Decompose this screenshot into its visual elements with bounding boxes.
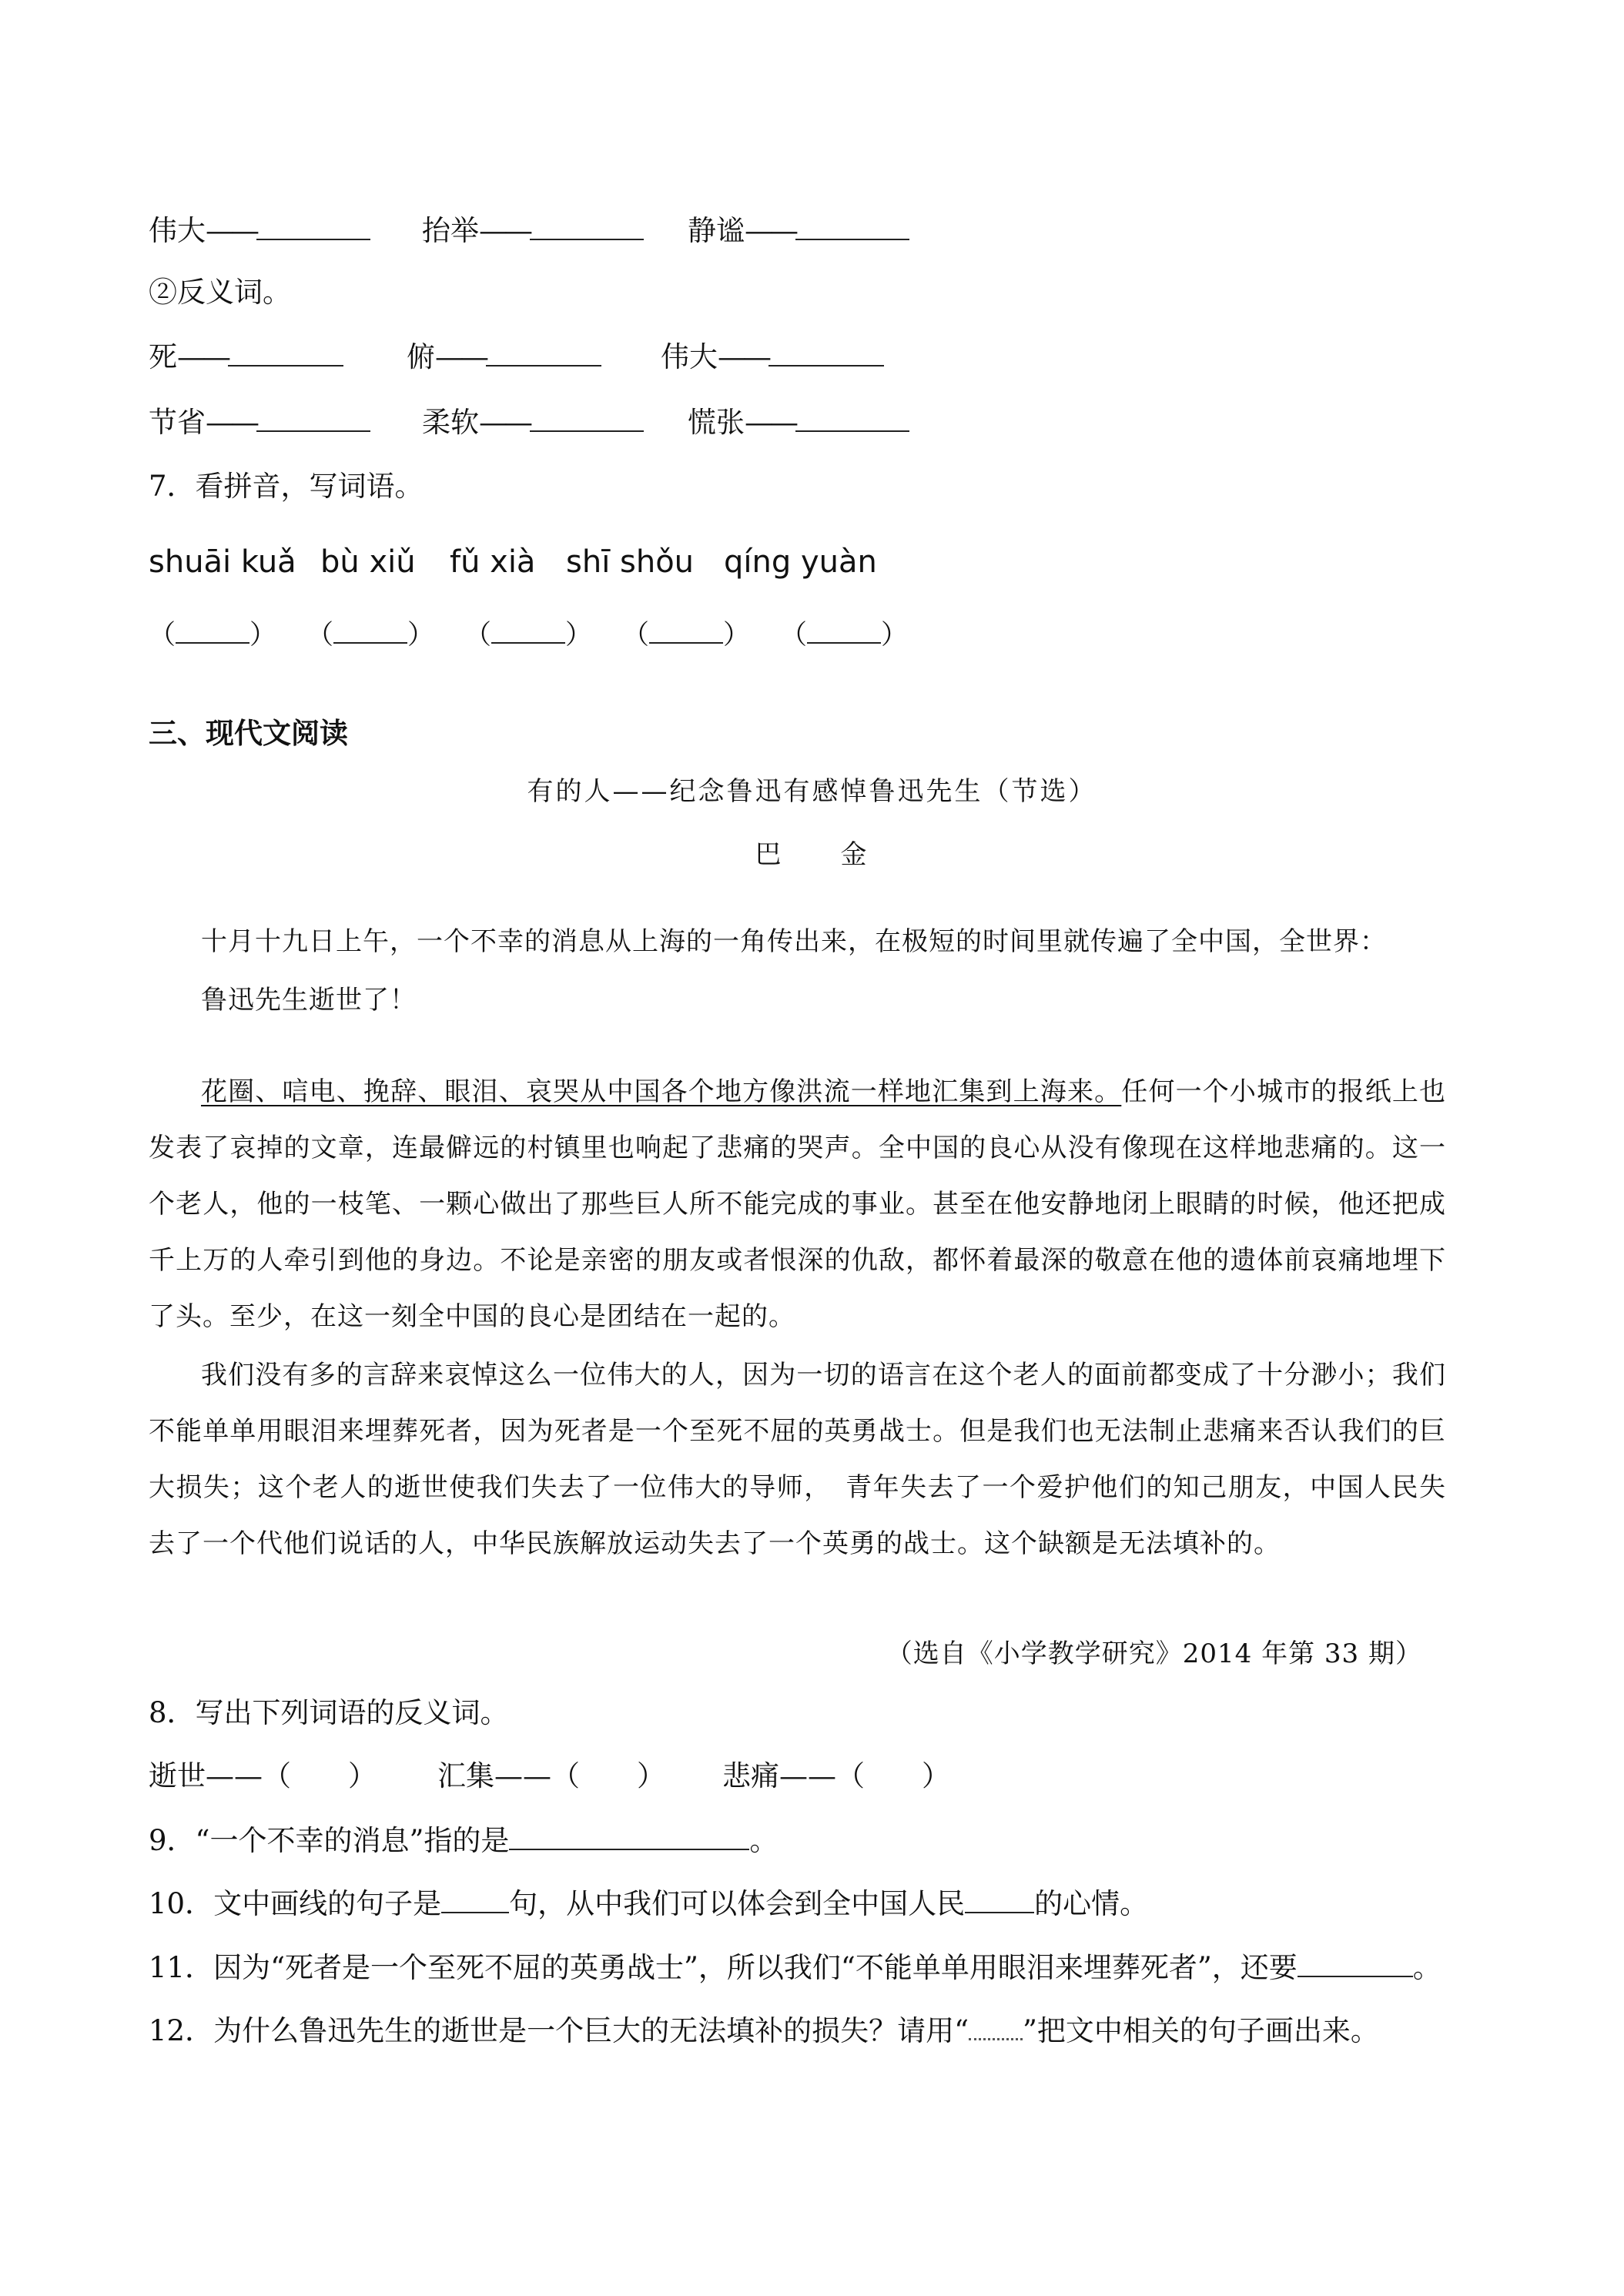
antonym-item: 慌张—— xyxy=(688,403,909,442)
answer-blank[interactable] xyxy=(795,403,909,432)
antonym-item: 伟大—— xyxy=(661,337,884,377)
pinyin-answer-box[interactable]: （ ） xyxy=(464,620,593,651)
answer-blank[interactable] xyxy=(530,211,644,240)
question-8-prompt: 8．写出下列词语的反义词。 xyxy=(149,1696,509,1729)
antonym-answer-item[interactable]: 悲痛——（ ） xyxy=(722,1759,950,1792)
answer-blank[interactable] xyxy=(530,403,644,432)
pinyin-item: shuāi kuǎ xyxy=(149,544,296,580)
underlined-sentence: 花圈、唁电、挽辞、眼泪、哀哭从中国各个地方像洪流一样地汇集到上海来。 xyxy=(201,1076,1122,1107)
antonym-item: 柔软—— xyxy=(422,403,644,442)
article-paragraph: 我们没有多的言辞来哀悼这么一位伟大的人，因为一切的语言在这个老人的面前都变成了十分渺小；我们不能单单用眼泪来埋葬死者，因为死者是一个至死不屈的英勇战士。但是我们也无法制止悲痛来否认我们的巨大损失；这个老人的逝世使我们失去了一位伟大的导师， 青年失去了一个爱护他们的知己朋友，中国人民失去了一个代他们说话的人，中华民族解放运动失去了一个英勇的战士。这个缺额是无法填补的。 xyxy=(149,1360,1446,1559)
answer-blank[interactable] xyxy=(441,1884,509,1913)
answer-blank[interactable] xyxy=(256,403,370,432)
answer-blank[interactable] xyxy=(256,211,370,240)
answer-blank[interactable] xyxy=(1298,1948,1413,1977)
answer-blank[interactable] xyxy=(228,337,343,366)
antonym-item: 俯—— xyxy=(407,337,601,377)
article-title: 有的人——纪念鲁迅有感悼鲁迅先生（节选） xyxy=(527,776,1097,807)
pinyin-answer-box[interactable]: （ ） xyxy=(780,620,909,651)
antonym-answer-item[interactable]: 逝世——（ ） xyxy=(149,1759,377,1792)
pinyin-item: bù xiǔ xyxy=(320,544,416,580)
pinyin-answer-box[interactable]: （ ） xyxy=(306,620,435,651)
article-paragraph: 鲁迅先生逝世了！ xyxy=(201,985,417,1016)
pinyin-item: fǔ xià xyxy=(450,544,536,580)
antonym-item: 节省—— xyxy=(149,403,370,442)
answer-blank[interactable] xyxy=(509,1821,749,1850)
pinyin-item: shī shǒu xyxy=(566,544,695,580)
answer-blank[interactable] xyxy=(965,1884,1034,1913)
pinyin-answer-box[interactable]: （ ） xyxy=(149,620,277,651)
question-7-prompt: 7．看拼音，写词语。 xyxy=(149,470,424,503)
article-paragraph: 花圈、唁电、挽辞、眼泪、哀哭从中国各个地方像洪流一样地汇集到上海来。任何一个小城市的报纸上也发表了哀掉的文章，连最僻远的村镇里也响起了悲痛的哭声。全中国的良心从没有像现在这样地悲痛的。这一个老人，他的一枝笔、一颗心做出了那些巨人所不能完成的事业。甚至在他安静地闭上眼睛的时候，他还把成千上万的人牵引到他的身边。不论是亲密的朋友或者恨深的仇敌，都怀着最深的敬意在他的遗体前哀痛地埋下了头。至少，在这一刻全中国的良心是团结在一起的。 xyxy=(149,1076,1447,1332)
article-paragraph: 十月十九日上午，一个不幸的消息从上海的一角传出来，在极短的时间里就传遍了全中国，全世界： xyxy=(201,926,1387,957)
antonym-label: ②反义词。 xyxy=(149,276,291,309)
antonym-item: 死—— xyxy=(149,337,343,377)
synonym-item: 抬举—— xyxy=(422,211,644,250)
synonym-item: 伟大—— xyxy=(149,211,370,250)
pinyin-answer-box[interactable]: （ ） xyxy=(622,620,751,651)
answer-blank[interactable] xyxy=(768,337,884,366)
section-heading: 三、现代文阅读 xyxy=(149,716,348,750)
question-12: 12．为什么鲁迅先生的逝世是一个巨大的无法填补的损失？请用“ ”把文中相关的句子画出来。 xyxy=(149,2014,1379,2047)
question-11: 11．因为“死者是一个至死不屈的英勇战士”，所以我们“不能单单用眼泪来埋葬死者”，还要 。 xyxy=(149,1948,1442,1987)
wavy-underline-sample xyxy=(969,2021,1023,2040)
synonym-item: 静谧—— xyxy=(688,211,909,250)
antonym-answer-item[interactable]: 汇集——（ ） xyxy=(437,1759,665,1792)
article-source: （选自《小学教学研究》2014 年第 33 期） xyxy=(886,1638,1422,1669)
question-9: 9．“一个不幸的消息”指的是 。 xyxy=(149,1821,778,1860)
answer-blank[interactable] xyxy=(795,211,909,240)
answer-blank[interactable] xyxy=(486,337,601,366)
pinyin-item: qíng yuàn xyxy=(724,544,877,580)
article-author: 巴 金 xyxy=(755,839,869,870)
question-10: 10．文中画线的句子是 句，从中我们可以体会到全中国人民 的心情。 xyxy=(149,1884,1148,1923)
